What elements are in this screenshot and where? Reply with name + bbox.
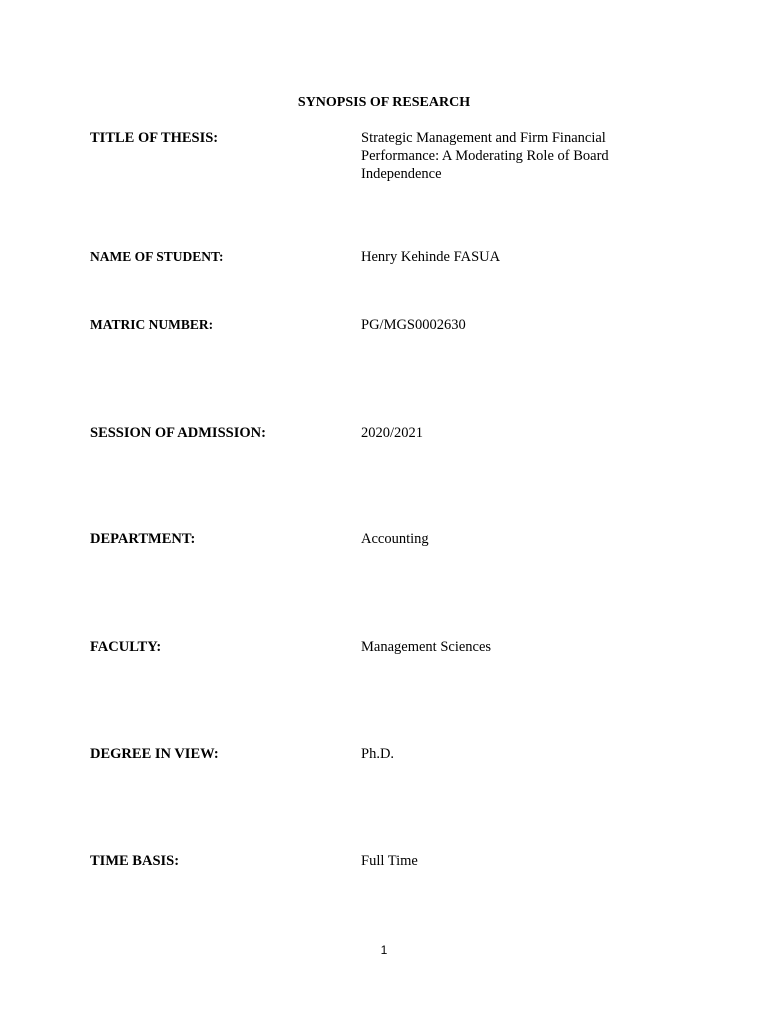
field-value: 2020/2021 [361,425,424,441]
field-label: DEGREE IN VIEW: [90,746,219,762]
field-value: PG/MGS0002630 [361,317,466,333]
document-heading: SYNOPSIS OF RESEARCH [297,95,471,110]
field-label: TITLE OF THESIS: [90,130,219,146]
field-label: MATRIC NUMBER: [90,317,214,332]
field-value: Accounting [361,531,429,547]
field-label: SESSION OF ADMISSION: [90,425,266,441]
field-label: NAME OF STUDENT: [90,249,224,264]
field-label: TIME BASIS: [90,853,180,869]
field-label: DEPARTMENT: [90,531,196,547]
field-value: Full Time [361,853,418,869]
field-value: Ph.D. [361,746,395,762]
field-value: Strategic Management and Firm Financial Performance: A Moderating Role of Board Independence [361,130,609,182]
field-value: Henry Kehinde FASUA [361,249,501,265]
field-value: Management Sciences [361,639,492,655]
page-number: 1 [380,943,388,957]
field-label: FACULTY: [90,639,162,655]
